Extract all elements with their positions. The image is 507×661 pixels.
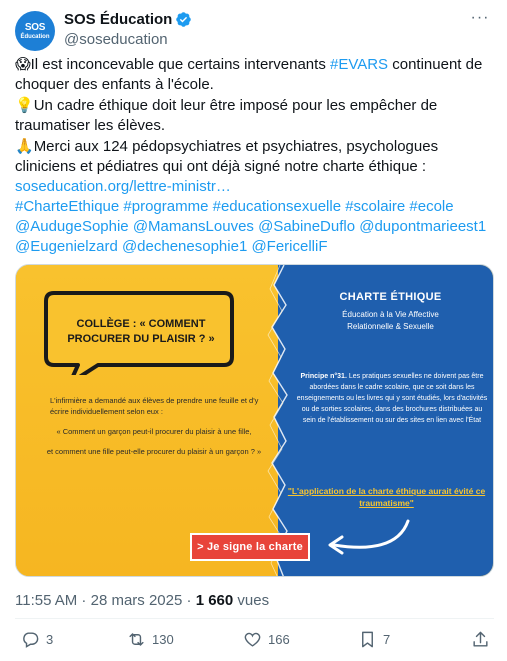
reply-icon xyxy=(21,630,40,649)
quote-girl: et comment une fille peut-elle procurer du plaisir à un garçon ? » xyxy=(46,447,262,456)
tweet-text-segment: Merci aux 124 pédopsychiatres et psychiatres, psychologues cliniciens et pédiatres qui ont déjà signé notre charte éthique : xyxy=(15,138,439,175)
meta-separator: · xyxy=(77,592,91,609)
hashtag-evars-link[interactable]: #EVARS xyxy=(329,56,389,73)
nurse-text: L'infirmière a demandé aux élèves de prendre une feuille et d'y écrire individuellement selon eux : xyxy=(50,396,259,416)
charter-subtitle xyxy=(286,309,494,333)
bubble-text: COLLÈGE : « COMMENT PROCURER DU PLAISIR ? » xyxy=(67,318,215,345)
tweet-paragraph-2 xyxy=(15,95,495,136)
author-handle[interactable]: @soseducation xyxy=(64,31,168,48)
charter-subtitle-line1: Éducation à la Vie Affective xyxy=(342,310,439,319)
tweet-text-segment: Un cadre éthique doit leur être imposé pour les empêcher de traumatiser les élèves. xyxy=(15,97,438,134)
lightbulb-emoji-icon: 💡 xyxy=(15,96,34,114)
reply-count: 3 xyxy=(46,632,54,647)
quote-boy: « Comment un garçon peut-il procurer du plaisir à une fille, xyxy=(56,427,252,436)
avatar-text-education: Éducation xyxy=(20,33,50,40)
repost-icon xyxy=(127,630,146,649)
more-options-icon[interactable]: ··· xyxy=(470,9,490,26)
action-bar xyxy=(15,626,494,656)
curved-arrow-icon xyxy=(316,515,416,560)
reply-button[interactable] xyxy=(21,630,53,649)
mentions-links[interactable]: @AudugeSophie @MamansLouves @SabineDuflo @dupontmarieest1 xyxy=(15,218,487,235)
tweet-paragraph-3 xyxy=(15,136,495,177)
media-left-text xyxy=(34,395,274,466)
charter-quote: "L'application de la charte éthique aurait évité ce traumatisme" xyxy=(287,486,486,508)
share-icon xyxy=(471,630,490,649)
meta-separator: · xyxy=(182,592,196,609)
author-name-row xyxy=(64,11,192,28)
pray-emoji-icon: 🙏 xyxy=(15,137,34,155)
tweet-text xyxy=(15,54,495,257)
like-count: 166 xyxy=(268,632,290,647)
tweet-meta xyxy=(15,592,269,609)
avatar[interactable] xyxy=(15,11,55,51)
bookmark-button[interactable] xyxy=(358,630,390,649)
share-button[interactable] xyxy=(471,630,490,649)
scream-emoji-icon: 😱 xyxy=(15,55,31,73)
charter-title: CHARTE ÉTHIQUE xyxy=(339,291,442,303)
tweet-mentions-1 xyxy=(15,217,495,237)
sign-charter-button: > Je signe la charte xyxy=(190,533,310,561)
principle-label: Principe n°31. xyxy=(300,373,347,380)
tweet-text-segment: Il est inconcevable que certains intervenants xyxy=(30,56,330,73)
tweet-mentions-2 xyxy=(15,237,495,257)
like-button[interactable] xyxy=(243,630,290,649)
charter-subtitle-line2: Relationnelle & Sexuelle xyxy=(347,322,434,331)
repost-button[interactable] xyxy=(127,630,174,649)
repost-count: 130 xyxy=(152,632,174,647)
tweet-media-image[interactable] xyxy=(15,264,494,577)
bookmark-icon xyxy=(358,630,377,649)
tweet-hashtags xyxy=(15,197,495,217)
principle-body: Les pratiques sexuelles ne doivent pas être abordées dans le cadre scolaire, que ce soit dans les enseignements ou les livres qui y sont étudiés, lors d'activités ou de sorties scolaires, dans des brochures distribuées au sein de l'établissement ou sur des sites en lien avec l'État xyxy=(296,373,488,424)
bookmark-count: 7 xyxy=(383,632,391,647)
divider xyxy=(15,618,494,619)
tweet-time[interactable]: 11:55 AM xyxy=(15,592,78,609)
author-display-name[interactable]: SOS Éducation xyxy=(64,11,173,28)
heart-icon xyxy=(243,630,262,649)
tweet-date[interactable]: 28 mars 2025 xyxy=(90,592,183,609)
views-count: 1 660 xyxy=(195,592,234,609)
tweet-text-segment: continuent de choquer des enfants à l'école. xyxy=(15,56,483,93)
verified-badge-icon xyxy=(175,11,192,28)
tweet-link-line xyxy=(15,177,495,197)
hashtags-links[interactable]: #CharteEthique #programme #educationsexuelle #scolaire #ecole xyxy=(15,198,454,215)
views-label: vues xyxy=(233,592,270,609)
principle-31-text xyxy=(296,371,488,426)
tweet-paragraph-1 xyxy=(15,54,495,95)
avatar-text-sos: SOS xyxy=(24,21,46,33)
charter-link[interactable]: soseducation.org/lettre-ministr… xyxy=(15,178,231,195)
mentions-links[interactable]: @Eugenielzard @dechenesophie1 @FericelliF xyxy=(15,238,328,255)
